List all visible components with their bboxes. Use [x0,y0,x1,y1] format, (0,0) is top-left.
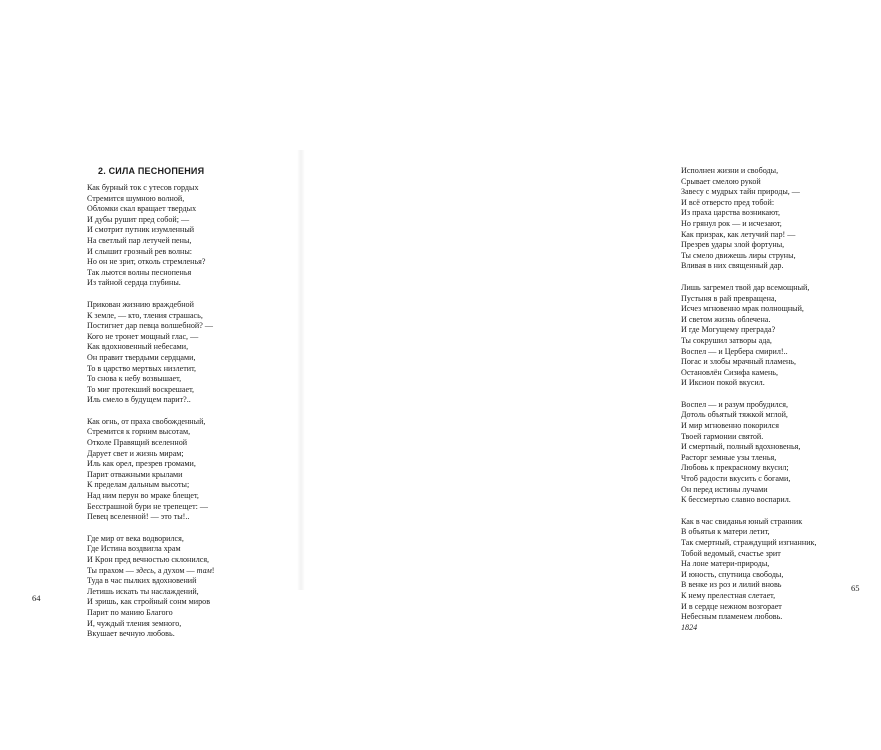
verse-line: Лишь загремел твой дар всемощный, [681,282,810,292]
stanza [681,166,881,272]
verse-line: Остановлён Сизифа камень, [681,367,779,377]
verse-line: Срывает смелою рукой [681,176,761,186]
left-page [0,0,300,750]
verse-line: Из праха царства возникают, [681,208,780,218]
verse-line: Летишь искать ты наслаждений, [87,586,199,596]
verse-line: Стремится шумною волной, [87,193,185,203]
verse-line: И Крон пред вечностью склонился, [87,555,210,564]
verse-line: Но он не зрит, отколь стремленья? [87,257,206,267]
verse-line: И юность, спутница свободы, [681,569,784,579]
verse-fragment: Ты прахом — [87,565,136,575]
verse-line: И смертный, полный вдохновенья, [681,442,801,452]
verse-line: К земле, — кто, тления страшась, [87,310,203,320]
stanza [87,183,287,289]
verse-line: Над ним перун во мраке блещет, [87,491,199,501]
verse-line: Завесу с мудрых тайн природы, — [681,187,800,197]
verse-fragment: ! [211,565,215,575]
verse-line: Твоей гармонии святой. [681,431,764,441]
verse-line: В объятья к матери летит, [681,527,770,537]
verse-line: Иль смело в будущем парит?.. [87,395,191,405]
verse-line: Прикован жизнию враждебной [87,299,194,309]
verse-line: Тобой ведомый, счастье зрит [681,548,781,558]
verse-line: Певец вселенной! — это ты!.. [87,512,190,522]
verse-line: Кого не тронет мощный глас, — [87,331,199,341]
verse-line: То снова к небу возвышает, [87,374,182,384]
stanza [87,534,287,640]
left-poem-column [87,183,287,651]
page-number-right: 65 [851,583,860,593]
verse-line: Так смертный, страждущий изгнанник, [681,538,817,547]
verse-line: И смотрит путник изумленный [87,225,195,235]
stanza [681,283,881,389]
verse-line: Небесным пламенем любовь. [681,612,783,622]
verse-line: Исчез мгновенно мрак полнощный, [681,304,804,314]
verse-line: И всё отверсто пред тобой: [681,197,775,207]
verse-line [87,566,287,577]
right-page [300,0,860,750]
verse-line: То миг протекший воскрешает, [87,384,195,394]
verse-line: Вливая в них священный дар. [681,261,784,271]
verse-line: Так льются волны песнопенья [87,267,192,277]
verse-line: Иль как орел, презрев громами, [87,459,196,469]
verse-line: Презрев удары злой фортуны, [681,240,785,250]
page-number-left: 64 [32,593,41,603]
verse-line: Из тайной сердца глубины. [87,278,181,288]
verse-line: Как огнь, от праха свобожденный, [87,416,206,426]
verse-fragment: там [196,565,212,575]
verse-line: Постигнет дар певца волшебной? — [87,321,213,331]
stanza [87,417,287,523]
verse-line: Он перед истины лучами [681,484,768,494]
verse-line: В венке из роз и лилий вновь [681,580,782,590]
verse-line: Где Истина воздвигла храм [87,544,181,554]
verse-line: Любовь к прекрасному вкусил; [681,463,789,473]
verse-line: И светом жизнь облечена. [681,314,771,324]
verse-line: Парит по манию Благого [87,607,173,617]
verse-line: Ты сокрушил затворы ада, [681,335,772,345]
verse-line: Воспел — и Цербера смирил!.. [681,346,788,356]
verse-line: Пустыня в рай превращена, [681,293,777,303]
verse-line: Расторг земные узы тленья, [681,452,777,462]
verse-line: Воспел — и разум пробудился, [681,399,789,409]
verse-line: И слышит грозный рев волны: [87,246,193,256]
verse-line: То в царство мертвых низлетит, [87,363,197,373]
verse-line: К пределам дальным высоты; [87,480,190,490]
right-poem-column [681,166,881,633]
verse-fragment: здесь [135,565,154,575]
verse-line: Он правит твердыми сердцами, [87,352,196,362]
verse-line: К нему прелестная слетает, [681,590,776,600]
verse-line: Ты смело движешь лиры струны, [681,250,796,260]
verse-line: К бессмертью славно воспарил. [681,495,791,505]
stanza [681,517,881,623]
verse-line: И мир мгновенно покорился [681,421,779,431]
verse-line: Отколе Правящий вселенной [87,438,188,448]
verse-line: И зришь, как стройный сонм миров [87,597,211,607]
poem-title: 2. СИЛА ПЕСНОПЕНИЯ [98,166,205,176]
stanza [87,300,287,406]
verse-line: И, чуждый тления земного, [87,618,182,628]
verse-line: Чтоб радости вкусить с богами, [681,474,791,484]
verse-line: Туда в час пылких вдохновений [87,576,197,586]
verse-line: Как вдохновенный небесами, [87,342,189,352]
verse-line: И где Могущему преграда? [681,325,776,335]
verse-fragment: , а духом — [153,565,197,575]
verse-line: Дарует свет и жизнь мирам; [87,448,184,458]
verse-line: Вкушает вечную любовь. [87,629,175,639]
verse-line: Как призрак, как летучий пар! — [681,229,796,239]
verse-line: Где мир от века водворился, [87,533,184,543]
poem-date: 1824 [681,622,698,632]
verse-line: Исполнен жизни и свободы, [681,166,779,175]
verse-line: На лоне матери-природы, [681,559,770,569]
verse-line: Как бурный ток с утесов гордых [87,183,199,192]
verse-line: Дотоль объятый тяжкой мглой, [681,410,788,420]
verse-line: Обломки скал вращает твердых [87,204,197,214]
verse-line: Погас и злобы мрачный пламень, [681,357,796,367]
verse-line: Как в час свиданья юный странник [681,516,803,526]
verse-line: Парит отважными крылами [87,469,183,479]
verse-line: И дубы рушит пред собой; — [87,214,190,224]
stanza [681,400,881,506]
verse-line: Бесстрашной бури не трепещет: — [87,501,208,511]
verse-line: И в сердце нежном возгорает [681,601,782,611]
verse-line: И Иксион покой вкусил. [681,378,765,388]
verse-line: Стремится к горним высотам, [87,427,191,437]
verse-line: На светлый пар летучей пены, [87,235,192,245]
verse-line: Но грянул рок — и исчезают, [681,218,782,228]
